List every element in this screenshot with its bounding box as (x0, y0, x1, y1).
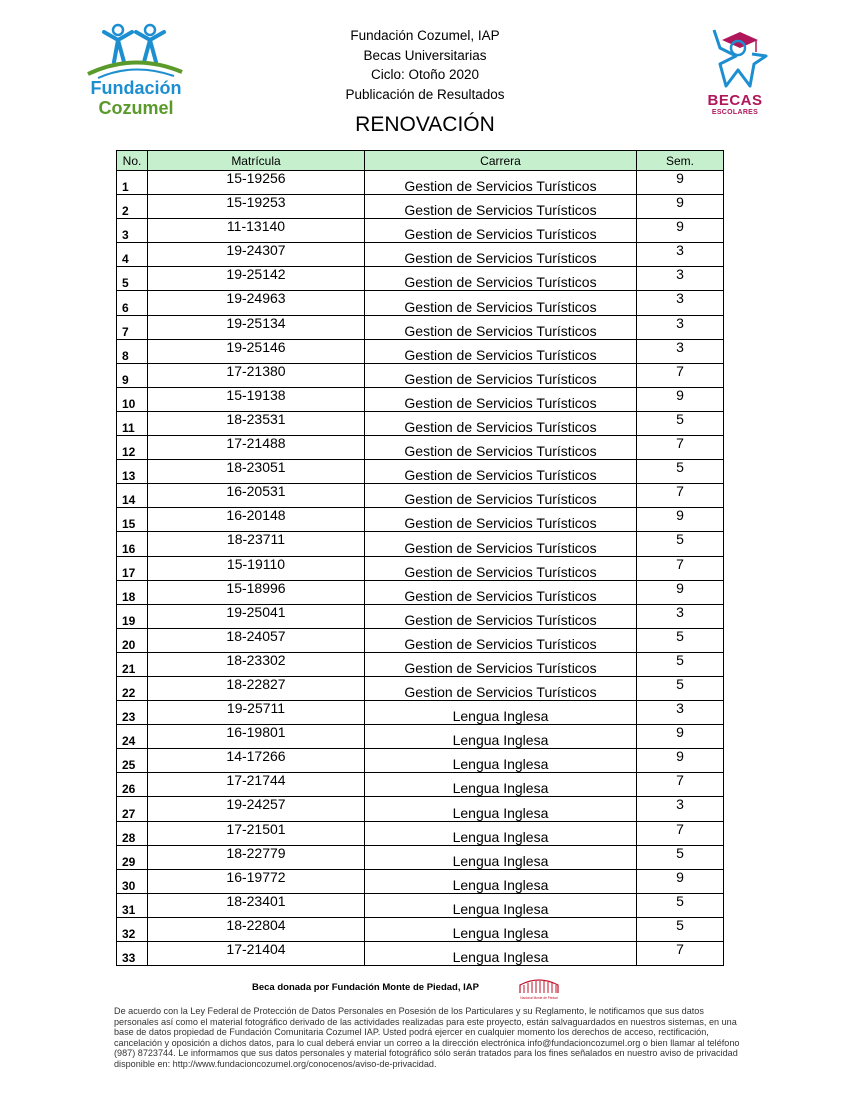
matricula-cell: 18-23401 (148, 893, 365, 917)
row-number: 33 (117, 942, 148, 966)
semestre-cell: 9 (637, 387, 724, 411)
table-row (117, 917, 724, 941)
semestre-cell: 9 (637, 725, 724, 749)
matricula-cell: 17-21501 (148, 821, 365, 845)
matricula-cell: 16-19772 (148, 869, 365, 893)
table-row (117, 243, 724, 267)
row-number: 5 (117, 267, 148, 291)
carrera-cell: Gestion de Servicios Turísticos (365, 291, 637, 315)
carrera-cell: Lengua Inglesa (365, 845, 637, 869)
logo-escolares-text: ESCOLARES (711, 109, 759, 116)
carrera-cell: Lengua Inglesa (365, 797, 637, 821)
matricula-cell: 17-21380 (148, 363, 365, 387)
row-number: 10 (117, 387, 148, 411)
row-number: 11 (117, 411, 148, 435)
matricula-cell: 15-19138 (148, 387, 365, 411)
semestre-cell: 7 (637, 484, 724, 508)
table-row (117, 749, 724, 773)
monte-de-piedad-logo (516, 977, 562, 1001)
carrera-cell: Lengua Inglesa (365, 701, 637, 725)
semestre-cell: 7 (637, 821, 724, 845)
carrera-cell: Lengua Inglesa (365, 942, 637, 966)
semestre-cell: 7 (637, 942, 724, 966)
matricula-cell: 18-22827 (148, 676, 365, 700)
row-number: 23 (117, 701, 148, 725)
row-number: 32 (117, 917, 148, 941)
matricula-cell: 19-24963 (148, 291, 365, 315)
carrera-cell: Lengua Inglesa (365, 893, 637, 917)
carrera-cell: Lengua Inglesa (365, 821, 637, 845)
matricula-cell: 16-20531 (148, 484, 365, 508)
row-number: 30 (117, 869, 148, 893)
table-row (117, 797, 724, 821)
semestre-cell: 3 (637, 315, 724, 339)
table-row (117, 291, 724, 315)
carrera-cell: Lengua Inglesa (365, 917, 637, 941)
carrera-cell: Gestion de Servicios Turísticos (365, 315, 637, 339)
row-number: 22 (117, 676, 148, 700)
donor-logo-text: Nacional Monte de Piedad (520, 996, 558, 1000)
row-number: 17 (117, 556, 148, 580)
row-number: 18 (117, 580, 148, 604)
semestre-cell: 9 (637, 195, 724, 219)
carrera-cell: Gestion de Servicios Turísticos (365, 484, 637, 508)
matricula-cell: 17-21488 (148, 436, 365, 460)
row-number: 4 (117, 243, 148, 267)
matricula-cell: 19-25134 (148, 315, 365, 339)
semestre-cell: 9 (637, 508, 724, 532)
matricula-cell: 15-19110 (148, 556, 365, 580)
header-line4: Publicación de Resultados (345, 86, 505, 102)
matricula-cell: 15-19253 (148, 195, 365, 219)
semestre-cell: 3 (637, 339, 724, 363)
column-header-sem: Sem. (637, 151, 724, 171)
semestre-cell: 9 (637, 869, 724, 893)
carrera-cell: Gestion de Servicios Turísticos (365, 532, 637, 556)
matricula-cell: 18-22804 (148, 917, 365, 941)
row-number: 31 (117, 893, 148, 917)
matricula-cell: 18-23302 (148, 652, 365, 676)
carrera-cell: Gestion de Servicios Turísticos (365, 243, 637, 267)
matricula-cell: 15-19256 (148, 171, 365, 195)
matricula-cell: 18-23531 (148, 411, 365, 435)
semestre-cell: 9 (637, 171, 724, 195)
carrera-cell: Gestion de Servicios Turísticos (365, 460, 637, 484)
table-row (117, 532, 724, 556)
table-row (117, 580, 724, 604)
table-row (117, 773, 724, 797)
table-row (117, 411, 724, 435)
row-number: 2 (117, 195, 148, 219)
document-header (300, 26, 550, 104)
row-number: 21 (117, 652, 148, 676)
row-number: 14 (117, 484, 148, 508)
carrera-cell: Gestion de Servicios Turísticos (365, 267, 637, 291)
carrera-cell: Lengua Inglesa (365, 869, 637, 893)
matricula-cell: 19-25142 (148, 267, 365, 291)
carrera-cell: Gestion de Servicios Turísticos (365, 556, 637, 580)
carrera-cell: Gestion de Servicios Turísticos (365, 387, 637, 411)
carrera-cell: Gestion de Servicios Turísticos (365, 604, 637, 628)
matricula-cell: 16-20148 (148, 508, 365, 532)
matricula-cell: 19-24257 (148, 797, 365, 821)
matricula-cell: 19-25711 (148, 701, 365, 725)
semestre-cell: 3 (637, 797, 724, 821)
carrera-cell: Gestion de Servicios Turísticos (365, 652, 637, 676)
matricula-cell: 19-25041 (148, 604, 365, 628)
table-row (117, 869, 724, 893)
row-number: 29 (117, 845, 148, 869)
semestre-cell: 5 (637, 460, 724, 484)
semestre-cell: 7 (637, 556, 724, 580)
matricula-cell: 19-25146 (148, 339, 365, 363)
matricula-cell: 17-21404 (148, 942, 365, 966)
semestre-cell: 5 (637, 628, 724, 652)
matricula-cell: 17-21744 (148, 773, 365, 797)
table-row (117, 387, 724, 411)
row-number: 24 (117, 725, 148, 749)
table-row (117, 508, 724, 532)
table-row (117, 942, 724, 966)
carrera-cell: Gestion de Servicios Turísticos (365, 363, 637, 387)
table-row (117, 676, 724, 700)
carrera-cell: Lengua Inglesa (365, 725, 637, 749)
carrera-cell: Gestion de Servicios Turísticos (365, 219, 637, 243)
table-row (117, 363, 724, 387)
table-row (117, 315, 724, 339)
row-number: 20 (117, 628, 148, 652)
column-header-no: No. (117, 151, 148, 171)
row-number: 7 (117, 315, 148, 339)
matricula-cell: 18-22779 (148, 845, 365, 869)
row-number: 28 (117, 821, 148, 845)
semestre-cell: 3 (637, 291, 724, 315)
column-header-matricula: Matrícula (148, 151, 365, 171)
carrera-cell: Gestion de Servicios Turísticos (365, 628, 637, 652)
table-row (117, 484, 724, 508)
carrera-cell: Gestion de Servicios Turísticos (365, 580, 637, 604)
graduate-star-icon (700, 26, 770, 90)
semestre-cell: 3 (637, 701, 724, 725)
carrera-cell: Gestion de Servicios Turísticos (365, 195, 637, 219)
table-row (117, 893, 724, 917)
carrera-cell: Lengua Inglesa (365, 749, 637, 773)
building-icon (516, 977, 562, 1001)
table-row (117, 195, 724, 219)
row-number: 9 (117, 363, 148, 387)
matricula-cell: 18-24057 (148, 628, 365, 652)
carrera-cell: Gestion de Servicios Turísticos (365, 436, 637, 460)
semestre-cell: 5 (637, 652, 724, 676)
semestre-cell: 5 (637, 917, 724, 941)
matricula-cell: 11-13140 (148, 219, 365, 243)
page-title: RENOVACIÓN (355, 113, 495, 136)
table-row (117, 171, 724, 195)
matricula-cell: 16-19801 (148, 725, 365, 749)
row-number: 12 (117, 436, 148, 460)
table-row (117, 652, 724, 676)
logo-brand-line2: Cozumel (98, 98, 174, 118)
results-table (116, 150, 724, 966)
column-header-carrera: Carrera (365, 151, 637, 171)
row-number: 16 (117, 532, 148, 556)
carrera-cell: Gestion de Servicios Turísticos (365, 411, 637, 435)
row-number: 3 (117, 219, 148, 243)
semestre-cell: 9 (637, 580, 724, 604)
semestre-cell: 3 (637, 267, 724, 291)
table-row (117, 821, 724, 845)
table-header-row (117, 151, 724, 171)
table-row (117, 845, 724, 869)
carrera-cell: Gestion de Servicios Turísticos (365, 339, 637, 363)
logo-becas-text: BECAS (707, 92, 763, 109)
table-row (117, 267, 724, 291)
table-row (117, 556, 724, 580)
semestre-cell: 9 (637, 749, 724, 773)
carrera-cell: Gestion de Servicios Turísticos (365, 508, 637, 532)
row-number: 19 (117, 604, 148, 628)
carrera-cell: Lengua Inglesa (365, 773, 637, 797)
semestre-cell: 7 (637, 363, 724, 387)
semestre-cell: 5 (637, 845, 724, 869)
row-number: 27 (117, 797, 148, 821)
header-line1: Fundación Cozumel, IAP (350, 28, 500, 43)
matricula-cell: 18-23711 (148, 532, 365, 556)
semestre-cell: 7 (637, 773, 724, 797)
row-number: 1 (117, 171, 148, 195)
table-row (117, 701, 724, 725)
carrera-cell: Gestion de Servicios Turísticos (365, 171, 637, 195)
table-row (117, 725, 724, 749)
table-row (117, 436, 724, 460)
row-number: 25 (117, 749, 148, 773)
fundacion-cozumel-logo (84, 22, 184, 122)
matricula-cell: 18-23051 (148, 460, 365, 484)
table-row (117, 219, 724, 243)
semestre-cell: 5 (637, 411, 724, 435)
semestre-cell: 7 (637, 436, 724, 460)
row-number: 6 (117, 291, 148, 315)
semestre-cell: 5 (637, 893, 724, 917)
row-number: 13 (117, 460, 148, 484)
table-row (117, 460, 724, 484)
row-number: 15 (117, 508, 148, 532)
header-line2: Becas Universitarias (363, 47, 487, 63)
row-number: 26 (117, 773, 148, 797)
donor-credit: Beca donada por Fundación Monte de Piedad, IAP (252, 982, 479, 993)
figures-icon (84, 22, 184, 82)
becas-escolares-logo (700, 26, 770, 121)
semestre-cell: 5 (637, 532, 724, 556)
table-row (117, 339, 724, 363)
header-line3: Ciclo: Otoño 2020 (370, 67, 480, 82)
semestre-cell: 3 (637, 243, 724, 267)
matricula-cell: 14-17266 (148, 749, 365, 773)
table-row (117, 628, 724, 652)
privacy-notice: De acuerdo con la Ley Federal de Protección de Datos Personales en Posesión de los Particulares y su Reglamento, le notificamos que sus datos personales así como el material fotográfico derivado de las actividades realizadas para este proyecto, están salvaguardados en nuestros sistemas, en una base de datos propiedad de Fundación Comunitaria Cozumel IAP. Usted podrá ejercer en cualquier momento los derechos de acceso, rectificación, cancelación y oposición a dichos datos, para lo cual deberá enviar un correo a la dirección electrónica info@fundacioncozumel.org o bien llamar al teléfono (987) 8723744. Le informamos que sus datos personales y material fotográfico sólo serán tratados para los fines señalados en nuestro aviso de privacidad disponible en: http://www.fundacioncozumel.org/conocenos/aviso-de-privacidad. (114, 1006, 740, 1069)
semestre-cell: 3 (637, 604, 724, 628)
semestre-cell: 5 (637, 676, 724, 700)
table-row (117, 604, 724, 628)
carrera-cell: Gestion de Servicios Turísticos (365, 676, 637, 700)
matricula-cell: 19-24307 (148, 243, 365, 267)
matricula-cell: 15-18996 (148, 580, 365, 604)
row-number: 8 (117, 339, 148, 363)
semestre-cell: 9 (637, 219, 724, 243)
logo-brand-line1: Fundación (90, 78, 182, 98)
